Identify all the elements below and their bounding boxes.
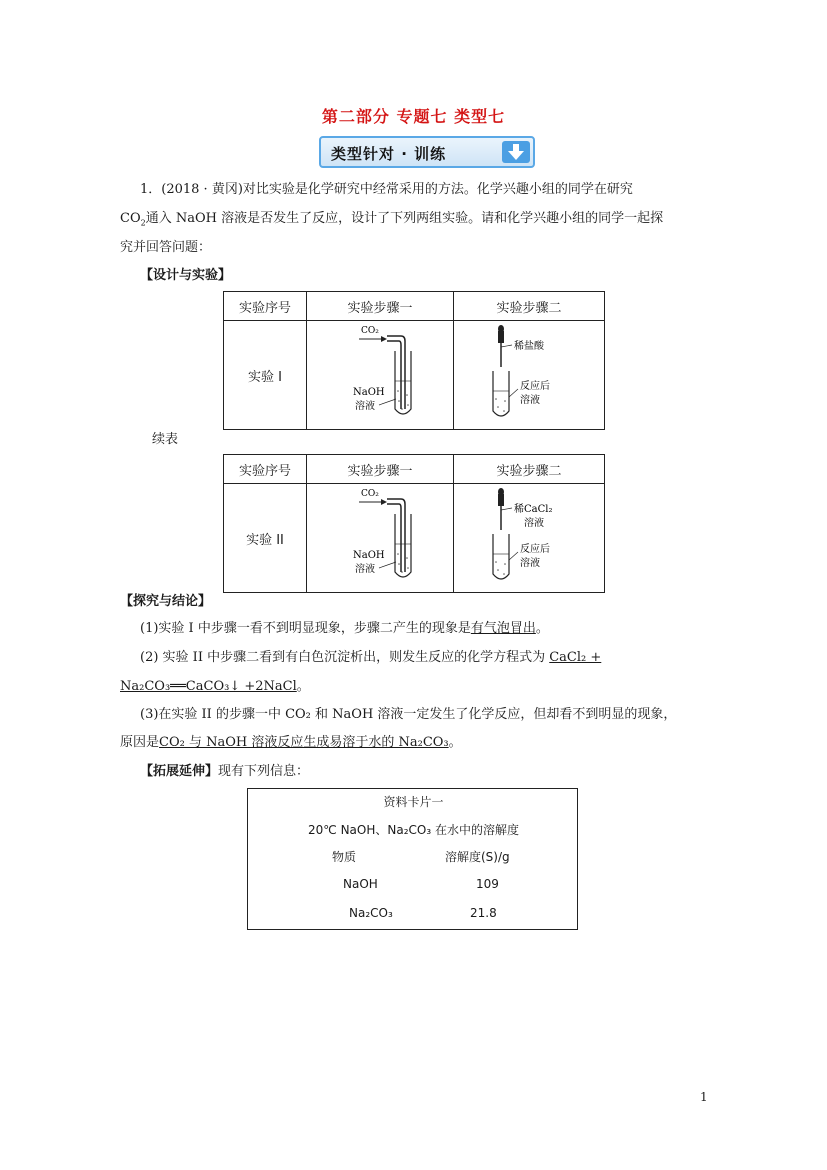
reagent-label-2: 溶液 [524,518,544,529]
table-header-step1: 实验步骤一 [307,455,454,484]
answer-3-line2: 原因是CO₂ 与 NaOH 溶液反应生成易溶于水的 Na₂CO₃。 [120,735,462,750]
reagent-label-1: 稀CaCl₂ [514,504,553,515]
answer-2-line1: (2) 实验 II 中步骤二看到有白色沉淀析出，则发生反应的化学方程式为 CaCl₂ + [140,650,602,665]
solution-label-1: NaOH [353,550,385,561]
experiment1-step1-diagram [307,321,454,430]
experiment-table-2 [223,454,605,593]
gas-label: CO₂ [361,489,379,499]
design-heading: 【设计与实验】 [140,268,232,283]
experiment-name: 实验 II [224,484,307,593]
card-subtitle: 20℃ NaOH、Na₂CO₃ 在水中的溶解度 [308,823,519,837]
card-row-solubility: 109 [476,877,499,891]
experiment2-step2-diagram [454,484,605,593]
experiment2-step1-diagram [307,484,454,593]
continued-label: 续表 [152,432,179,447]
after-label-1: 反应后 [520,381,550,392]
solution-label-2: 溶液 [355,401,375,412]
question-intro-line3: 究并回答问题： [120,240,212,255]
gas-label: CO₂ [361,326,379,336]
solution-label-1: NaOH [353,387,385,398]
page-title: 第二部分 专题七 类型七 [321,107,506,126]
extension-heading: 【拓展延伸】 [140,764,219,779]
answer-2-fill-part1: CaCl₂ + [549,650,602,665]
answer-3-line1: (3)在实验 II 的步骤一中 CO₂ 和 NaOH 溶液一定发生了化学反应，但却看不到明显的现象， [140,707,677,722]
card-col-solubility: 溶解度(S)/g [445,850,510,864]
card-title: 资料卡片一 [383,795,444,809]
answer-3-fill: CO₂ 与 NaOH 溶液反应生成易溶于水的 Na₂CO₃ [159,735,449,750]
table-header-step2: 实验步骤二 [454,292,605,321]
extension-line: 【拓展延伸】现有下列信息： [140,764,310,779]
solution-label-2: 溶液 [355,564,375,575]
info-card [247,788,578,930]
explore-heading: 【探究与结论】 [120,594,212,609]
after-label-1: 反应后 [520,544,550,555]
after-label-2: 溶液 [520,558,540,569]
card-row-substance: NaOH [343,877,378,891]
question-intro-line2: $CO_2$通入 NaOH 溶液是否发生了反应，设计了下列两组实验。请和化学兴趣小组的同学一起探 [120,211,664,228]
banner-label: 类型针对 · 训练 [331,145,447,163]
answer-1: (1)实验 I 中步骤一看不到明显现象，步骤二产生的现象是有气泡冒出。 [140,621,549,636]
table-header-step1: 实验步骤一 [307,292,454,321]
card-row-solubility: 21.8 [470,906,497,920]
answer-2-line2: Na₂CO₃══CaCO₃↓ +2NaCl。 [120,679,310,694]
experiment-table-1 [223,291,605,430]
experiment1-step2-diagram [454,321,605,430]
answer-2-fill-part2: Na₂CO₃══CaCO₃↓ +2NaCl [120,679,297,694]
question-intro-line1: 1．(2018 · 黄冈)对比实验是化学研究中经常采用的方法。化学兴趣小组的同学在研究 [140,182,633,197]
answer-1-fill: 有气泡冒出 [470,621,536,636]
card-row-substance: Na₂CO₃ [349,906,393,920]
arrow-down-icon [502,141,530,163]
table-header-seq: 实验序号 [224,455,307,484]
after-label-2: 溶液 [520,395,540,406]
reagent-label: 稀盐酸 [514,341,544,352]
table-header-step2: 实验步骤二 [454,455,605,484]
card-col-substance: 物质 [332,850,357,864]
experiment-name: 实验 I [224,321,307,430]
table-header-seq: 实验序号 [224,292,307,321]
section-banner [319,136,535,168]
page-number: 1 [700,1090,708,1104]
